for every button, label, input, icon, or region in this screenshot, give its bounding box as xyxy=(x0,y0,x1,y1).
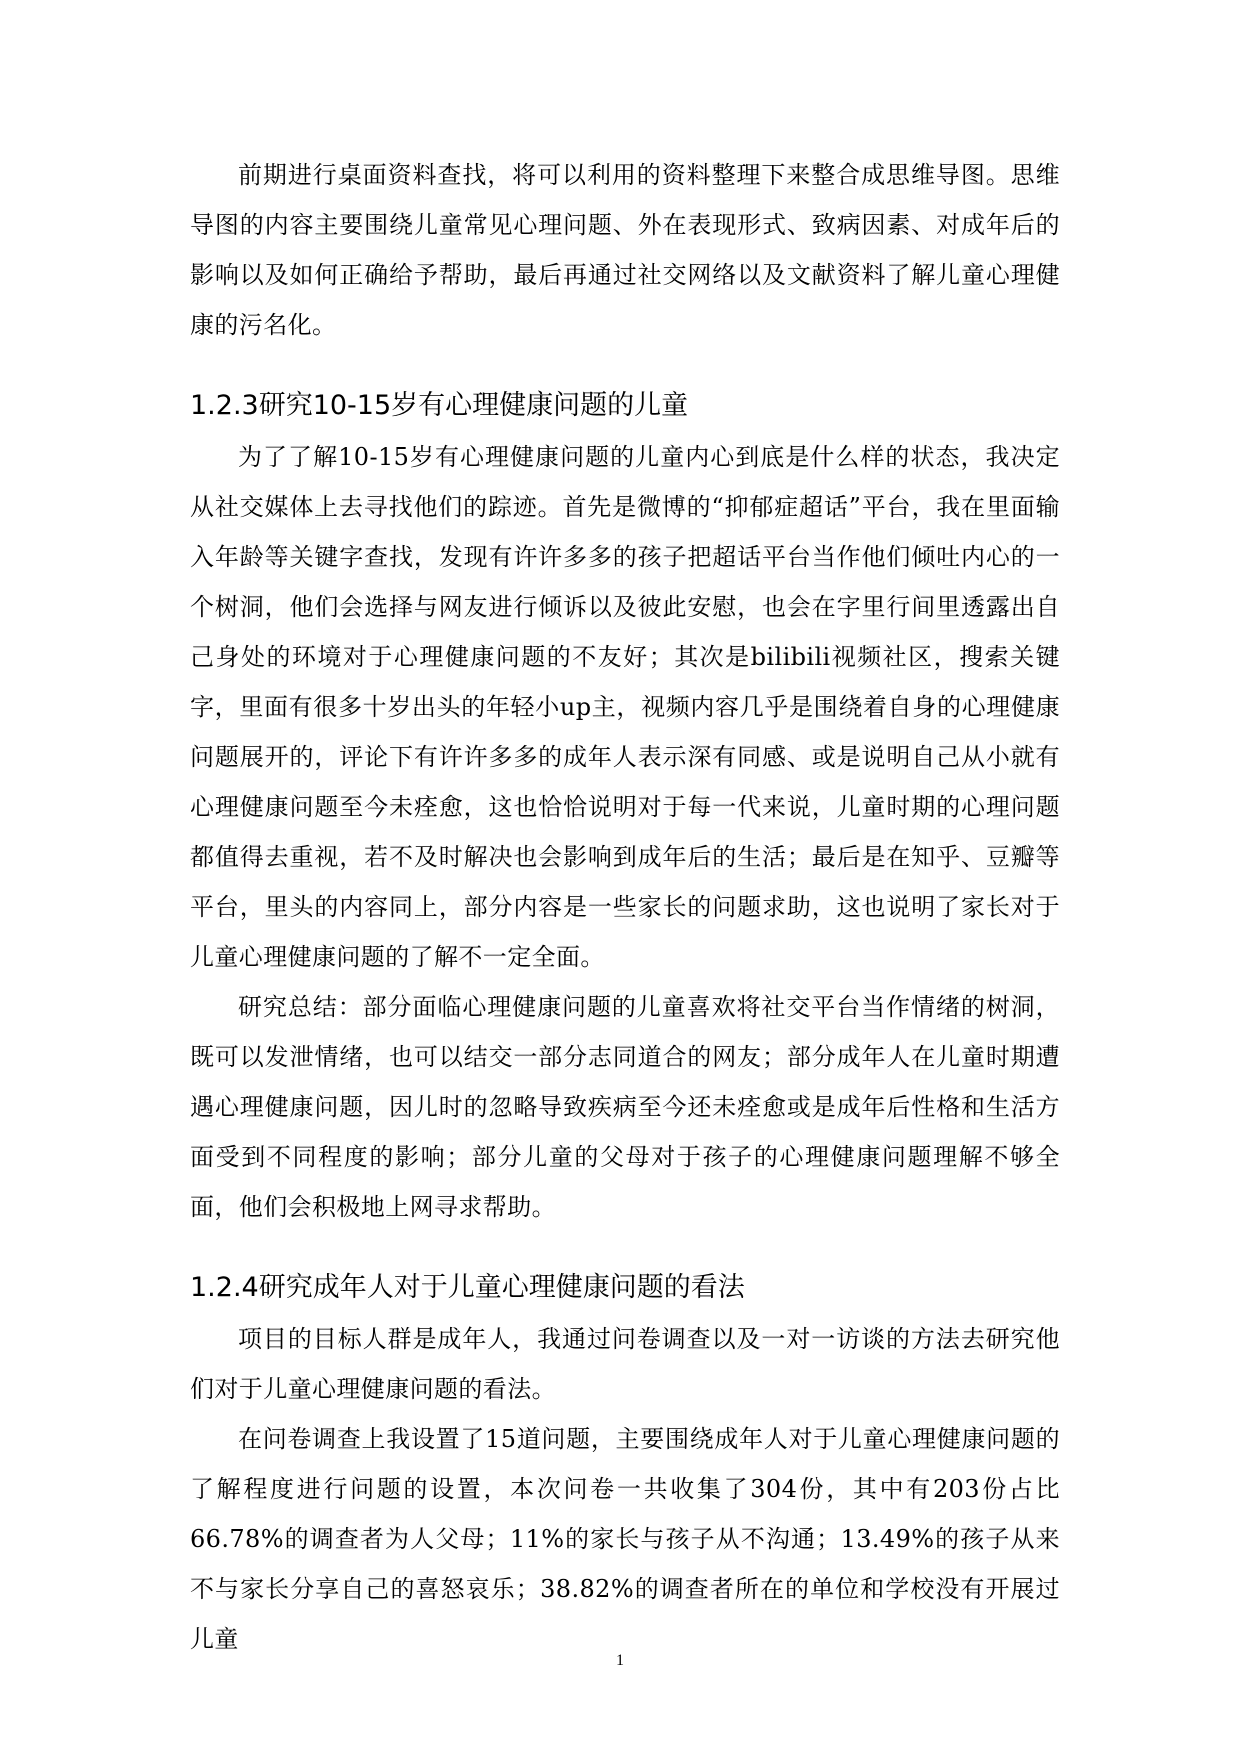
paragraph-intro: 前期进行桌面资料查找，将可以利用的资料整理下来整合成思维导图。思维导图的内容主要围绕儿童常见心理问题、外在表现形式、致病因素、对成年后的影响以及如何正确给予帮助，最后再通过社交网络以及文献资料了解儿童心理健康的污名化。 xyxy=(190,161,1060,339)
page-number: 1 xyxy=(616,1652,624,1669)
paragraph-research-summary: 研究总结：部分面临心理健康问题的儿童喜欢将社交平台当作情绪的树洞，既可以发泄情绪，也可以结交一部分志同道合的网友；部分成年人在儿童时期遭遇心理健康问题，因儿时的忽略导致疾病至今还未痊愈或是成年后性格和生活方面受到不同程度的影响；部分儿童的父母对于孩子的心理健康问题理解不够全面，他们会积极地上网寻求帮助。 xyxy=(190,993,1060,1221)
section-heading-1-2-4: 1.2.4研究成年人对于儿童心理健康问题的看法 xyxy=(190,1272,745,1303)
paragraph-social-media-research: 为了了解10-15岁有心理健康问题的儿童内心到底是什么样的状态，我决定从社交媒体上去寻找他们的踪迹。首先是微博的“抑郁症超话”平台，我在里面输入年龄等关键字查找，发现有许许多多的孩子把超话平台当作他们倾吐内心的一个树洞，他们会选择与网友进行倾诉以及彼此安慰，也会在字里行间里透露出自己身处的环境对于心理健康问题的不友好；其次是bilibili视频社区，搜索关键字，里面有很多十岁出头的年轻小up主，视频内容几乎是围绕着自身的心理健康问题展开的，评论下有许许多多的成年人表示深有同感、或是说明自己从小就有心理健康问题至今未痊愈，这也恰恰说明对于每一代来说，儿童时期的心理问题都值得去重视，若不及时解决也会影响到成年后的生活；最后是在知乎、豆瓣等平台，里头的内容同上，部分内容是一些家长的问题求助，这也说明了家长对于儿童心理健康问题的了解不一定全面。 xyxy=(190,443,1060,971)
document-body xyxy=(190,150,1060,1664)
paragraph-target-group: 项目的目标人群是成年人，我通过问卷调查以及一对一访谈的方法去研究他们对于儿童心理健康问题的看法。 xyxy=(190,1325,1060,1403)
paragraph-questionnaire: 在问卷调查上我设置了15道问题，主要围绕成年人对于儿童心理健康问题的了解程度进行问题的设置，本次问卷一共收集了304份，其中有203份占比66.78%的调查者为人父母；11%的家长与孩子从不沟通；13.49%的孩子从来不与家长分享自己的喜怒哀乐；38.82%的调查者所在的单位和学校没有开展过儿童 xyxy=(190,1425,1060,1653)
section-heading-1-2-3: 1.2.3研究10-15岁有心理健康问题的儿童 xyxy=(190,390,689,421)
